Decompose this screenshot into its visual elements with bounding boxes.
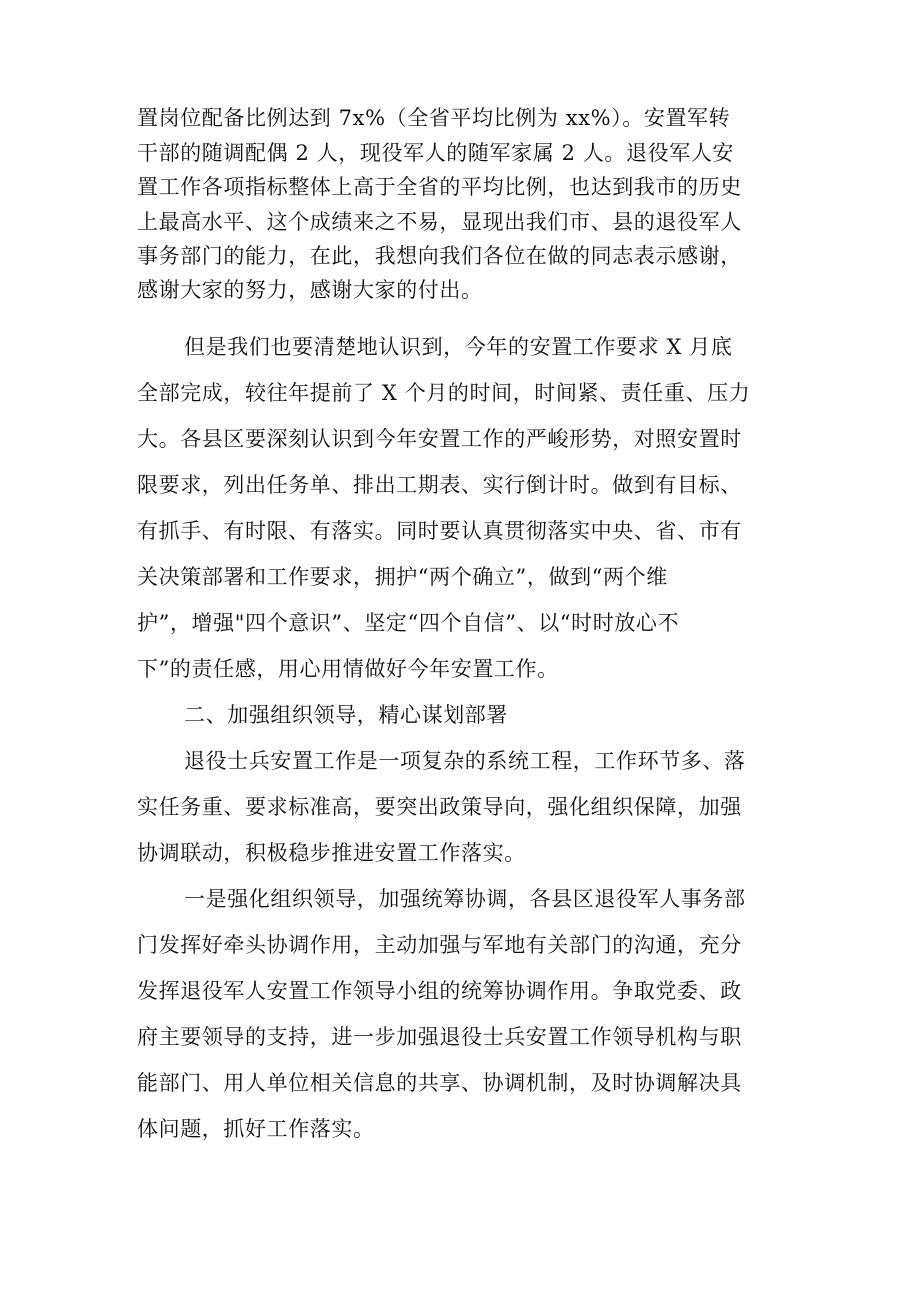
text-line: 门发挥好牵头协调作用，主动加强与军地有关部门的沟通，充分 — [137, 933, 742, 957]
text-line: 全部完成，较往年提前了 X 个月的时间，时间紧、责任重、压力 — [137, 381, 751, 405]
text-line: 退役士兵安置工作是一项复杂的系统工程，工作环节多、落 — [184, 749, 746, 773]
text-line: 协调联动，积极稳步推进安置工作落实。 — [137, 841, 526, 865]
text-line: 有抓手、有时限、有落实。同时要认真贯彻落实中央、省、市有 — [137, 519, 742, 543]
text-line: 上最高水平、这个成绩来之不易，显现出我们市、县的退役军人 — [137, 210, 742, 234]
text-line: 发挥退役军人安置工作领导小组的统筹协调作用。争取党委、政 — [137, 979, 742, 1003]
text-line: 一是强化组织领导，加强统筹协调，各县区退役军人事务部 — [184, 887, 746, 911]
text-line: 护”，增强"四个意识”、坚定“四个自信”、以“时时放心不 — [137, 611, 680, 635]
text-line: 但是我们也要清楚地认识到，今年的安置工作要求 X 月底 — [184, 335, 733, 359]
text-line: 体问题，抓好工作落实。 — [137, 1117, 375, 1141]
text-line: 大。各县区要深刻认识到今年安置工作的严峻形势，对照安置时 — [137, 427, 742, 451]
text-line: 关决策部署和工作要求，拥护“两个确立”，做到“两个维 — [137, 565, 668, 589]
text-line: 感谢大家的努力，感谢大家的付出。 — [137, 278, 483, 302]
heading-line: 二、加强组织领导，精心谋划部署 — [184, 703, 508, 727]
text-line: 限要求，列出任务单、排出工期表、实行倒计时。做到有目标、 — [137, 473, 742, 497]
text-line: 干部的随调配偶 2 人，现役军人的随军家属 2 人。退役军人安 — [137, 141, 735, 165]
text-line: 下”的责任感，用心用情做好今年安置工作。 — [137, 657, 559, 681]
text-line: 置工作各项指标整体上高于全省的平均比例，也达到我市的历史 — [137, 175, 742, 199]
text-line: 事务部门的能力，在此，我想向我们各位在做的同志表示感谢， — [137, 244, 742, 268]
text-line: 能部门、用人单位相关信息的共享、协调机制，及时协调解决具 — [137, 1071, 742, 1095]
text-line: 府主要领导的支持，进一步加强退役士兵安置工作领导机构与职 — [137, 1025, 742, 1049]
text-line: 实任务重、要求标准高，要突出政策导向，强化组织保障，加强 — [137, 795, 742, 819]
text-line: 置岗位配备比例达到 7x%（全省平均比例为 xx%）。安置军转 — [137, 106, 731, 130]
